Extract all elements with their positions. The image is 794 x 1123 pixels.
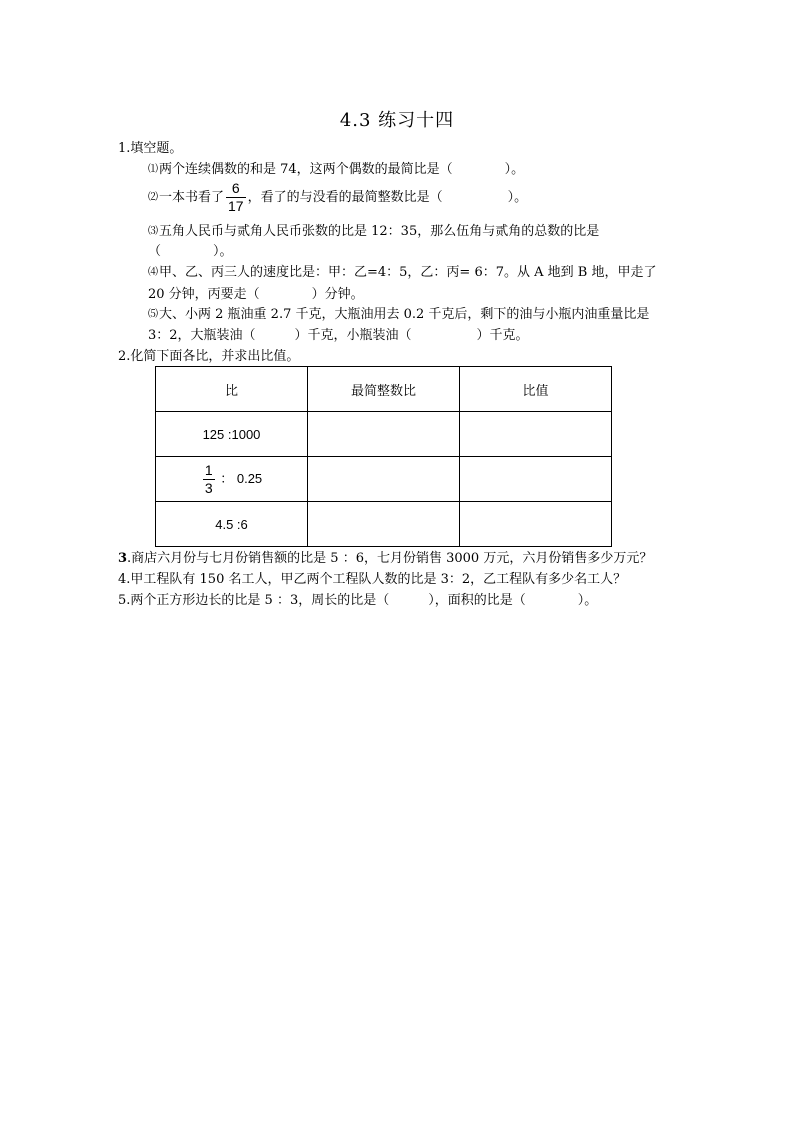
question-1-4-continued: 20 分钟，丙要走（ ）分钟。 bbox=[148, 287, 364, 302]
answer-cell bbox=[308, 502, 460, 547]
fraction-numerator: 6 bbox=[226, 180, 246, 198]
answer-cell bbox=[308, 457, 460, 502]
question-1-2 bbox=[148, 180, 527, 216]
question-number: ⑵ bbox=[148, 192, 158, 203]
section-1-heading: 1.填空题。 bbox=[118, 141, 183, 156]
question-text: 两个连续偶数的和是 74，这两个偶数的最简比是（ ）。 bbox=[159, 162, 525, 177]
question-number: 3 bbox=[118, 551, 128, 566]
question-number: ⑶ bbox=[148, 226, 158, 237]
question-number: ⑷ bbox=[148, 267, 158, 278]
table-row bbox=[156, 457, 612, 502]
column-header-ratio: 比 bbox=[156, 367, 308, 412]
ratio-rest: ： 0.25 bbox=[220, 470, 263, 486]
answer-cell bbox=[460, 502, 612, 547]
ratio-cell: 125 :1000 bbox=[156, 412, 308, 457]
question-3 bbox=[118, 551, 652, 567]
fraction bbox=[203, 462, 215, 497]
question-text-pre: 一本书看了 bbox=[159, 190, 225, 205]
table-row bbox=[156, 502, 612, 547]
answer-cell bbox=[460, 412, 612, 457]
column-header-ratio-value: 比值 bbox=[460, 367, 612, 412]
table-row bbox=[156, 412, 612, 457]
section-2-heading: 2.化简下面各比，并求出比值。 bbox=[118, 349, 300, 364]
question-1-5-continued: 3：2，大瓶装油（ ）千克，小瓶装油（ ）千克。 bbox=[148, 328, 529, 343]
ratio-table bbox=[155, 366, 612, 547]
question-1-3 bbox=[148, 224, 599, 240]
ratio-cell: 4.5 :6 bbox=[156, 502, 308, 547]
question-text: 甲、乙、丙三人的速度比是：甲：乙=4：5，乙：丙= 6：7。从 A 地到 B 地，甲走了 bbox=[159, 265, 657, 280]
question-5: 5.两个正方形边长的比是 5 ：3，周长的比是（ ），面积的比是（ ）。 bbox=[118, 593, 598, 608]
question-number: ⑸ bbox=[148, 309, 158, 320]
question-number: ⑴ bbox=[148, 164, 158, 175]
page-title: 4.3 练习十四 bbox=[339, 110, 455, 131]
fraction-denominator: 17 bbox=[228, 198, 244, 214]
question-1-5 bbox=[148, 307, 649, 323]
question-text-post: ，看了的与没看的最简整数比是（ ）。 bbox=[247, 190, 528, 205]
question-1-3-continued: （ ）。 bbox=[148, 244, 233, 259]
fraction-denominator: 3 bbox=[204, 479, 213, 496]
table-header-row bbox=[156, 367, 612, 412]
question-text: 五角人民币与贰角人民币张数的比是 12：35，那么伍角与贰角的总数的比是 bbox=[159, 224, 600, 239]
fraction-numerator: 1 bbox=[204, 461, 213, 478]
answer-cell bbox=[308, 412, 460, 457]
column-header-simplest-ratio: 最简整数比 bbox=[308, 367, 460, 412]
fraction bbox=[226, 180, 246, 215]
question-1-1 bbox=[148, 162, 524, 178]
question-text: 大、小两 2 瓶油重 2.7 千克，大瓶油用去 0.2 千克后，剩下的油与小瓶内油重量比是 bbox=[159, 307, 650, 322]
question-4: 4.甲工程队有 150 名工人，甲乙两个工程队人数的比是 3：2，乙工程队有多少名工人？ bbox=[118, 572, 627, 587]
question-1-4 bbox=[148, 265, 656, 281]
question-text: .商店六月份与七月份销售额的比是 5 ：6，七月份销售 3000 万元，六月份销售多少万元？ bbox=[127, 551, 653, 566]
ratio-cell bbox=[156, 457, 308, 502]
answer-cell bbox=[460, 457, 612, 502]
